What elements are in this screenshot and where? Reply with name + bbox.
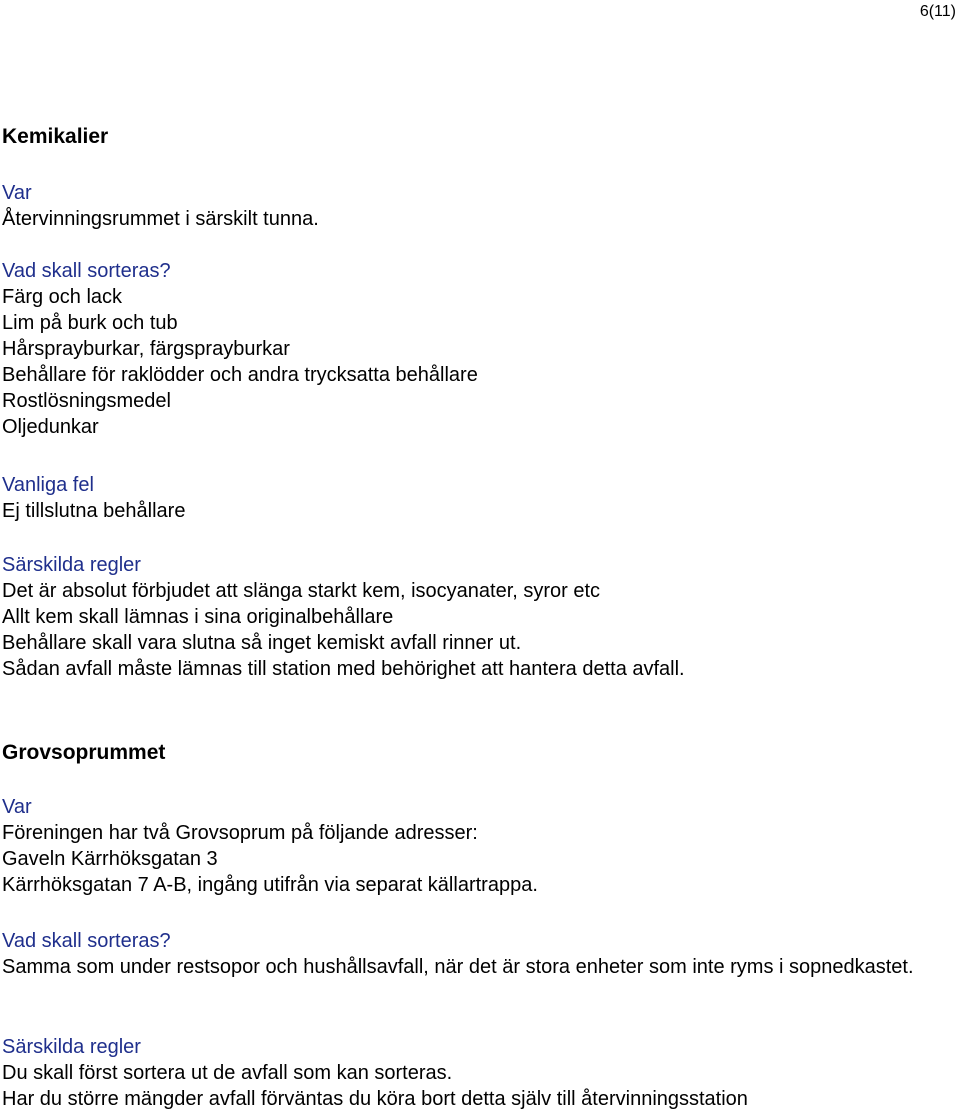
var-item: Kärrhöksgatan 7 A-B, ingång utifrån via separat källartrappa. — [2, 874, 538, 896]
sort-text: Samma som under restsopor och hushållsavfall, när det är stora enheter som inte ryms i sopnedkastet. — [2, 956, 914, 978]
sort-label: Vad skall sorteras? — [2, 930, 171, 952]
section-grovsoprummet — [2, 740, 956, 766]
rules-label: Särskilda regler — [2, 554, 141, 576]
var-label: Var — [2, 796, 32, 818]
rules-label: Särskilda regler — [2, 1036, 141, 1058]
sort-item: Färg och lack — [2, 286, 123, 308]
var-item: Föreningen har två Grovsoprum på följande adresser: — [2, 822, 478, 844]
sort-item: Oljedunkar — [2, 416, 99, 438]
var-text: Återvinningsrummet i särskilt tunna. — [2, 208, 319, 230]
errors-label: Vanliga fel — [2, 474, 94, 496]
errors-item: Ej tillslutna behållare — [2, 500, 186, 522]
sort-label: Vad skall sorteras? — [2, 260, 171, 282]
kemikalier-rules — [2, 552, 956, 682]
sort-item: Hårsprayburkar, färgsprayburkar — [2, 338, 290, 360]
var-label: Var — [2, 182, 32, 204]
section-title: Grovsoprummet — [2, 741, 166, 764]
kemikalier-var — [2, 180, 956, 232]
rules-item: Har du större mängder avfall förväntas du köra bort detta själv till återvinningsstation — [2, 1088, 748, 1110]
section-title: Kemikalier — [2, 125, 109, 148]
rules-item: Du skall först sortera ut de avfall som kan sorteras. — [2, 1062, 453, 1084]
kemikalier-errors — [2, 472, 956, 524]
rules-item: Det är absolut förbjudet att slänga starkt kem, isocyanater, syror etc — [2, 580, 601, 602]
rules-item: Behållare skall vara slutna så inget kemiskt avfall rinner ut. — [2, 632, 522, 654]
kemikalier-sort — [2, 258, 956, 440]
sort-item: Behållare för raklödder och andra trycksatta behållare — [2, 364, 478, 386]
var-item: Gaveln Kärrhöksgatan 3 — [2, 848, 218, 870]
grovsoprummet-var — [2, 794, 956, 898]
sort-item: Lim på burk och tub — [2, 312, 178, 334]
grovsoprummet-sort — [2, 928, 956, 980]
rules-item: Sådan avfall måste lämnas till station med behörighet att hantera detta avfall. — [2, 658, 685, 680]
sort-item: Rostlösningsmedel — [2, 390, 171, 412]
rules-item: Allt kem skall lämnas i sina originalbehållare — [2, 606, 394, 628]
page-number: 6(11) — [919, 3, 956, 20]
section-kemikalier — [2, 124, 956, 150]
grovsoprummet-rules — [2, 1034, 956, 1112]
